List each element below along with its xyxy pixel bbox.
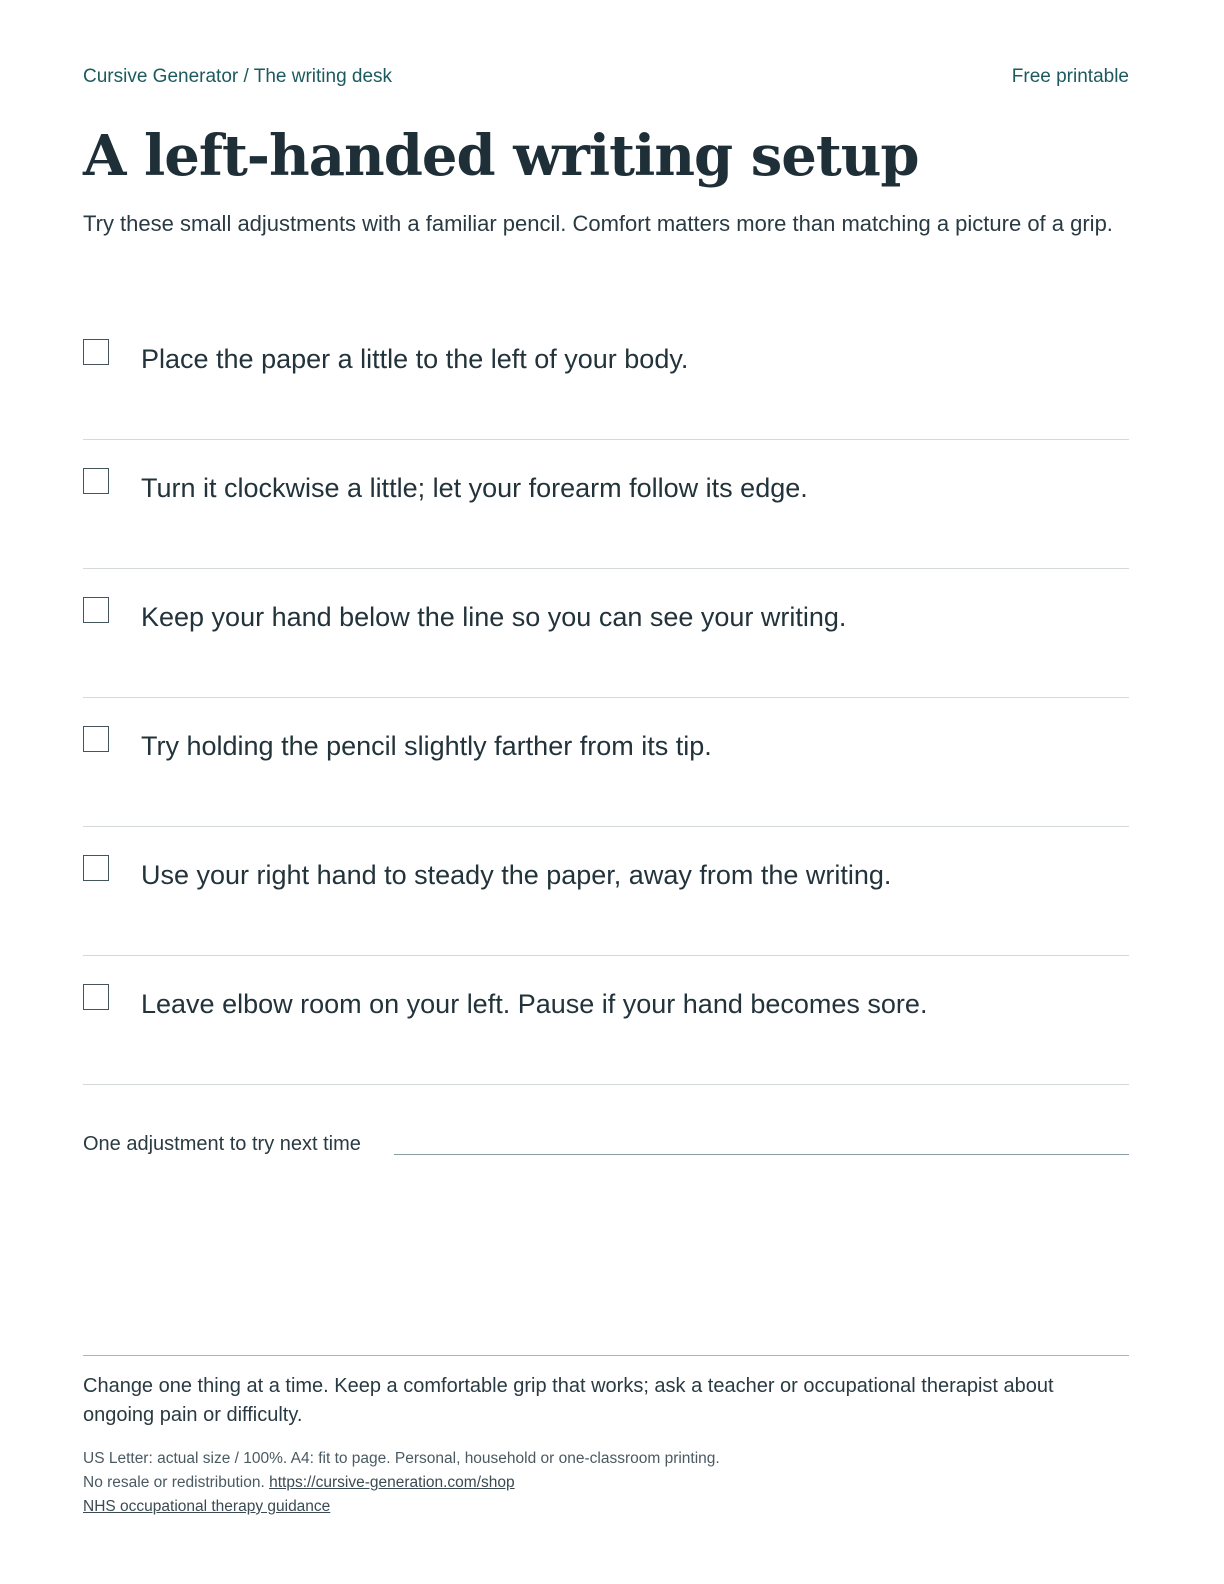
checklist-item-text: Turn it clockwise a little; let your forearm follow its edge. [141,473,808,503]
setup-checklist [83,311,1129,1085]
checklist-item [83,827,1129,956]
checklist-item [83,440,1129,569]
license-text: No resale or redistribution. [83,1474,265,1491]
free-printable-tag: Free printable [1011,66,1129,87]
checklist-item-text: Leave elbow room on your left. Pause if your hand becomes sore. [141,989,928,1019]
next-adjustment-write-line[interactable] [394,1154,1129,1155]
next-adjustment-label: One adjustment to try next time [83,1133,361,1155]
checklist-item-text: Keep your hand below the line so you can see your writing. [141,602,847,632]
breadcrumb[interactable]: Cursive Generator / The writing desk [83,66,393,87]
intro-text: Try these small adjustments with a familiar pencil. Comfort matters more than matching a picture of a grip. [83,211,1113,236]
page-title: A left-handed writing setup [83,123,919,189]
page-header [83,66,1129,92]
shop-link[interactable]: https://cursive-generation.com/shop [269,1474,515,1491]
footer-divider [83,1355,1129,1356]
checkbox[interactable] [83,339,109,365]
print-instructions: US Letter: actual size / 100%. A4: fit to page. Personal, household or one-classroom printing. [83,1450,720,1467]
guidance-link[interactable]: NHS occupational therapy guidance [83,1498,331,1515]
checklist-item [83,698,1129,827]
checklist-item [83,311,1129,440]
checkbox[interactable] [83,468,109,494]
checkbox[interactable] [83,597,109,623]
fine-print [83,1447,1123,1519]
license-line [83,1471,1123,1495]
printable-page [83,0,1129,1584]
checklist-item [83,569,1129,698]
footer-note: Change one thing at a time. Keep a comfortable grip that works; ask a teacher or occupational therapist about ongoing pain or difficulty. [83,1375,1054,1426]
guidance-line [83,1495,1123,1519]
checklist-item [83,956,1129,1085]
checklist-item-text: Use your right hand to steady the paper, away from the writing. [141,860,892,890]
next-adjustment-row [83,1131,1129,1161]
checklist-item-text: Try holding the pencil slightly farther from its tip. [141,731,712,761]
checkbox[interactable] [83,855,109,881]
checkbox[interactable] [83,726,109,752]
checkbox[interactable] [83,984,109,1010]
checklist-item-text: Place the paper a little to the left of your body. [141,344,689,374]
